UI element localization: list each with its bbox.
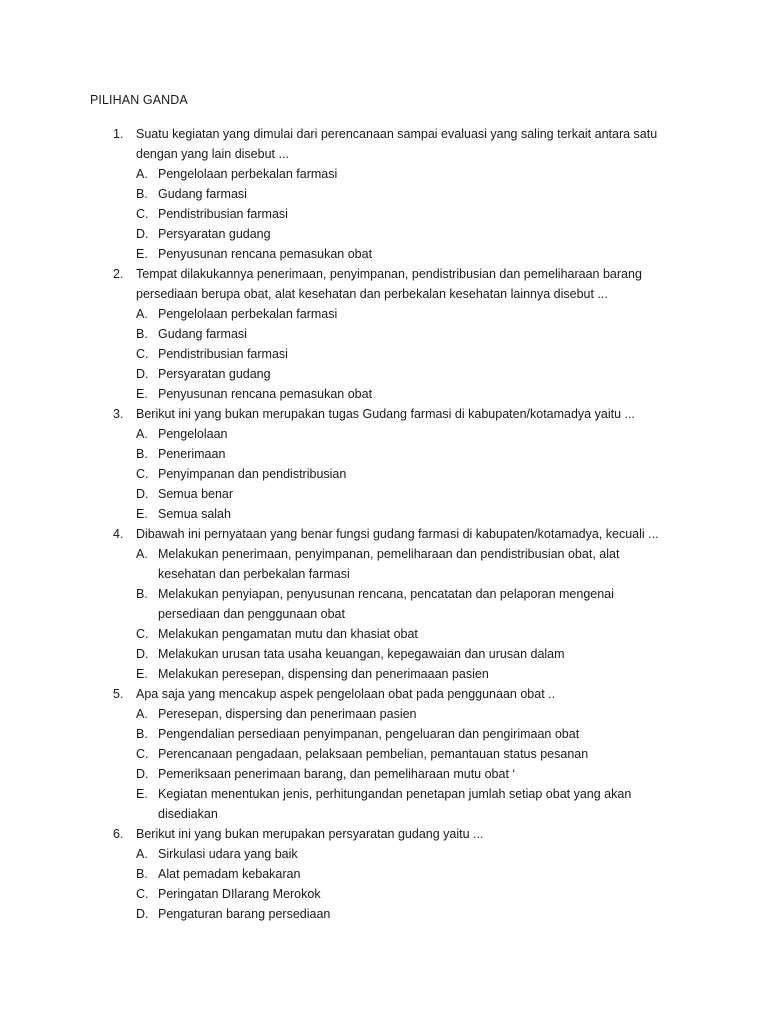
answer-option bbox=[0, 304, 768, 324]
option-letter: E. bbox=[136, 247, 148, 261]
option-letter: E. bbox=[136, 787, 148, 801]
answer-option bbox=[0, 484, 768, 504]
answer-option bbox=[0, 664, 768, 684]
answer-option bbox=[0, 884, 768, 904]
question-text-line: Tempat dilakukannya penerimaan, penyimpanan, pendistribusian dan pemeliharaan barang bbox=[136, 267, 642, 281]
question-item bbox=[0, 264, 768, 404]
option-text-line: Gudang farmasi bbox=[158, 327, 247, 341]
option-text-line: Persyaratan gudang bbox=[158, 367, 271, 381]
option-text bbox=[158, 844, 658, 864]
answer-options bbox=[0, 304, 768, 404]
option-letter: A. bbox=[136, 707, 148, 721]
question-text-line: Suatu kegiatan yang dimulai dari perencanaan sampai evaluasi yang saling terkait antara satu bbox=[136, 127, 658, 141]
option-text bbox=[158, 904, 658, 924]
answer-option bbox=[0, 444, 768, 464]
option-text-line: Semua salah bbox=[158, 507, 231, 521]
option-text bbox=[158, 724, 658, 744]
question-item bbox=[0, 824, 768, 924]
option-text-line: Peringatan DIlarang Merokok bbox=[158, 887, 321, 901]
answer-option bbox=[0, 704, 768, 724]
option-text bbox=[158, 184, 658, 204]
option-letter: A. bbox=[136, 847, 148, 861]
option-text-line: Persyaratan gudang bbox=[158, 227, 271, 241]
answer-option bbox=[0, 644, 768, 664]
question-number: 6. bbox=[113, 827, 124, 841]
option-text-line: Pengelolaan perbekalan farmasi bbox=[158, 167, 338, 181]
question-number: 1. bbox=[113, 127, 124, 141]
option-text bbox=[158, 164, 658, 184]
option-text-line: disediakan bbox=[158, 807, 218, 821]
question-text-line: Berikut ini yang bukan merupakan persyaratan gudang yaitu ... bbox=[136, 827, 484, 841]
question-text bbox=[136, 264, 676, 304]
option-text-line: Alat pemadam kebakaran bbox=[158, 867, 301, 881]
option-text bbox=[158, 764, 658, 784]
answer-option bbox=[0, 864, 768, 884]
option-text bbox=[158, 204, 658, 224]
option-text-line: Pengendalian persediaan penyimpanan, pengeluaran dan pengirimaan obat bbox=[158, 727, 580, 741]
option-text bbox=[158, 424, 658, 444]
question-number: 5. bbox=[113, 687, 124, 701]
option-letter: A. bbox=[136, 167, 148, 181]
option-text-line: Pengelolaan bbox=[158, 427, 228, 441]
option-letter: C. bbox=[136, 207, 149, 221]
option-letter: A. bbox=[136, 307, 148, 321]
question-text-line: Berikut ini yang bukan merupakan tugas Gudang farmasi di kabupaten/kotamadya yaitu ... bbox=[136, 407, 635, 421]
question-item bbox=[0, 404, 768, 524]
option-text bbox=[158, 444, 658, 464]
question-text bbox=[136, 824, 676, 844]
option-letter: C. bbox=[136, 747, 149, 761]
answer-options bbox=[0, 424, 768, 524]
option-text-line: Pemeriksaan penerimaan barang, dan pemeliharaan mutu obat ‘ bbox=[158, 767, 516, 781]
answer-options bbox=[0, 704, 768, 824]
option-letter: D. bbox=[136, 907, 149, 921]
option-text-line: Penyusunan rencana pemasukan obat bbox=[158, 247, 373, 261]
option-letter: D. bbox=[136, 767, 149, 781]
option-text-line: Penyimpanan dan pendistribusian bbox=[158, 467, 347, 481]
answer-option bbox=[0, 464, 768, 484]
option-letter: C. bbox=[136, 467, 149, 481]
answer-option bbox=[0, 244, 768, 264]
option-letter: D. bbox=[136, 367, 149, 381]
question-list bbox=[0, 124, 768, 924]
question-text-line: persediaan berupa obat, alat kesehatan dan perbekalan kesehatan lainnya disebut ... bbox=[136, 287, 608, 301]
question-text bbox=[136, 404, 676, 424]
answer-option bbox=[0, 544, 768, 584]
question-item bbox=[0, 684, 768, 824]
option-text-line: Penerimaan bbox=[158, 447, 226, 461]
option-text-line: Penyusunan rencana pemasukan obat bbox=[158, 387, 373, 401]
option-letter: D. bbox=[136, 647, 149, 661]
option-text bbox=[158, 344, 658, 364]
question-text bbox=[136, 524, 676, 544]
question-text-line: Dibawah ini pernyataan yang benar fungsi gudang farmasi di kabupaten/kotamadya, kecuali ... bbox=[136, 527, 659, 541]
option-letter: C. bbox=[136, 627, 149, 641]
option-text bbox=[158, 504, 658, 524]
answer-option bbox=[0, 324, 768, 344]
answer-options bbox=[0, 844, 768, 924]
question-text bbox=[136, 124, 676, 164]
option-text-line: Pendistribusian farmasi bbox=[158, 347, 288, 361]
option-letter: C. bbox=[136, 347, 149, 361]
option-text bbox=[158, 744, 658, 764]
option-text bbox=[158, 304, 658, 324]
option-text bbox=[158, 784, 658, 824]
option-text bbox=[158, 584, 658, 624]
option-text bbox=[158, 864, 658, 884]
question-text-line: dengan yang lain disebut ... bbox=[136, 147, 289, 161]
answer-options bbox=[0, 164, 768, 264]
question-text-line: Apa saja yang mencakup aspek pengelolaan obat pada penggunaan obat .. bbox=[136, 687, 556, 701]
option-text-line: Melakukan urusan tata usaha keuangan, kepegawaian dan urusan dalam bbox=[158, 647, 565, 661]
option-text-line: Pendistribusian farmasi bbox=[158, 207, 288, 221]
option-text-line: persediaan dan penggunaan obat bbox=[158, 607, 345, 621]
option-text-line: Gudang farmasi bbox=[158, 187, 247, 201]
option-letter: E. bbox=[136, 387, 148, 401]
answer-option bbox=[0, 224, 768, 244]
answer-option bbox=[0, 904, 768, 924]
option-text-line: Sirkulasi udara yang baik bbox=[158, 847, 298, 861]
option-letter: B. bbox=[136, 727, 148, 741]
option-text-line: Semua benar bbox=[158, 487, 234, 501]
option-letter: E. bbox=[136, 667, 148, 681]
option-text-line: Perencanaan pengadaan, pelaksaan pembelian, pemantauan status pesanan bbox=[158, 747, 589, 761]
option-text bbox=[158, 544, 658, 584]
option-letter: B. bbox=[136, 327, 148, 341]
option-text bbox=[158, 364, 658, 384]
option-letter: B. bbox=[136, 187, 148, 201]
answer-option bbox=[0, 744, 768, 764]
option-letter: B. bbox=[136, 587, 148, 601]
question-number: 3. bbox=[113, 407, 124, 421]
option-letter: C. bbox=[136, 887, 149, 901]
option-letter: E. bbox=[136, 507, 148, 521]
option-text bbox=[158, 484, 658, 504]
option-text-line: Melakukan penyiapan, penyusunan rencana, pencatatan dan pelaporan mengenai bbox=[158, 587, 614, 601]
answer-option bbox=[0, 424, 768, 444]
answer-option bbox=[0, 164, 768, 184]
answer-option bbox=[0, 764, 768, 784]
option-text bbox=[158, 704, 658, 724]
option-text bbox=[158, 464, 658, 484]
option-text-line: Peresepan, dispersing dan penerimaan pasien bbox=[158, 707, 417, 721]
question-item bbox=[0, 124, 768, 264]
answer-option bbox=[0, 184, 768, 204]
answer-option bbox=[0, 784, 768, 824]
question-item bbox=[0, 524, 768, 684]
option-letter: D. bbox=[136, 487, 149, 501]
option-letter: B. bbox=[136, 867, 148, 881]
answer-option bbox=[0, 844, 768, 864]
option-text bbox=[158, 884, 658, 904]
option-letter: B. bbox=[136, 447, 148, 461]
option-text-line: Pengelolaan perbekalan farmasi bbox=[158, 307, 338, 321]
option-text-line: kesehatan dan perbekalan farmasi bbox=[158, 567, 350, 581]
option-text bbox=[158, 384, 658, 404]
answer-option bbox=[0, 504, 768, 524]
option-text bbox=[158, 244, 658, 264]
option-text-line: Melakukan peresepan, dispensing dan penerimaaan pasien bbox=[158, 667, 489, 681]
answer-option bbox=[0, 384, 768, 404]
option-letter: A. bbox=[136, 427, 148, 441]
answer-options bbox=[0, 544, 768, 684]
document-title: PILIHAN GANDA bbox=[90, 93, 188, 107]
option-text-line: Kegiatan menentukan jenis, perhitungandan penetapan jumlah setiap obat yang akan bbox=[158, 787, 632, 801]
question-number: 4. bbox=[113, 527, 124, 541]
option-letter: A. bbox=[136, 547, 148, 561]
answer-option bbox=[0, 364, 768, 384]
answer-option bbox=[0, 724, 768, 744]
answer-option bbox=[0, 584, 768, 624]
option-text-line: Melakukan pengamatan mutu dan khasiat obat bbox=[158, 627, 418, 641]
answer-option bbox=[0, 344, 768, 364]
option-text-line: Pengaturan barang persediaan bbox=[158, 907, 331, 921]
answer-option bbox=[0, 204, 768, 224]
option-text bbox=[158, 224, 658, 244]
option-text bbox=[158, 624, 658, 644]
option-text bbox=[158, 324, 658, 344]
question-number: 2. bbox=[113, 267, 124, 281]
answer-option bbox=[0, 624, 768, 644]
option-text bbox=[158, 664, 658, 684]
option-text-line: Melakukan penerimaan, penyimpanan, pemeliharaan dan pendistribusian obat, alat bbox=[158, 547, 620, 561]
option-text bbox=[158, 644, 658, 664]
option-letter: D. bbox=[136, 227, 149, 241]
question-text bbox=[136, 684, 676, 704]
